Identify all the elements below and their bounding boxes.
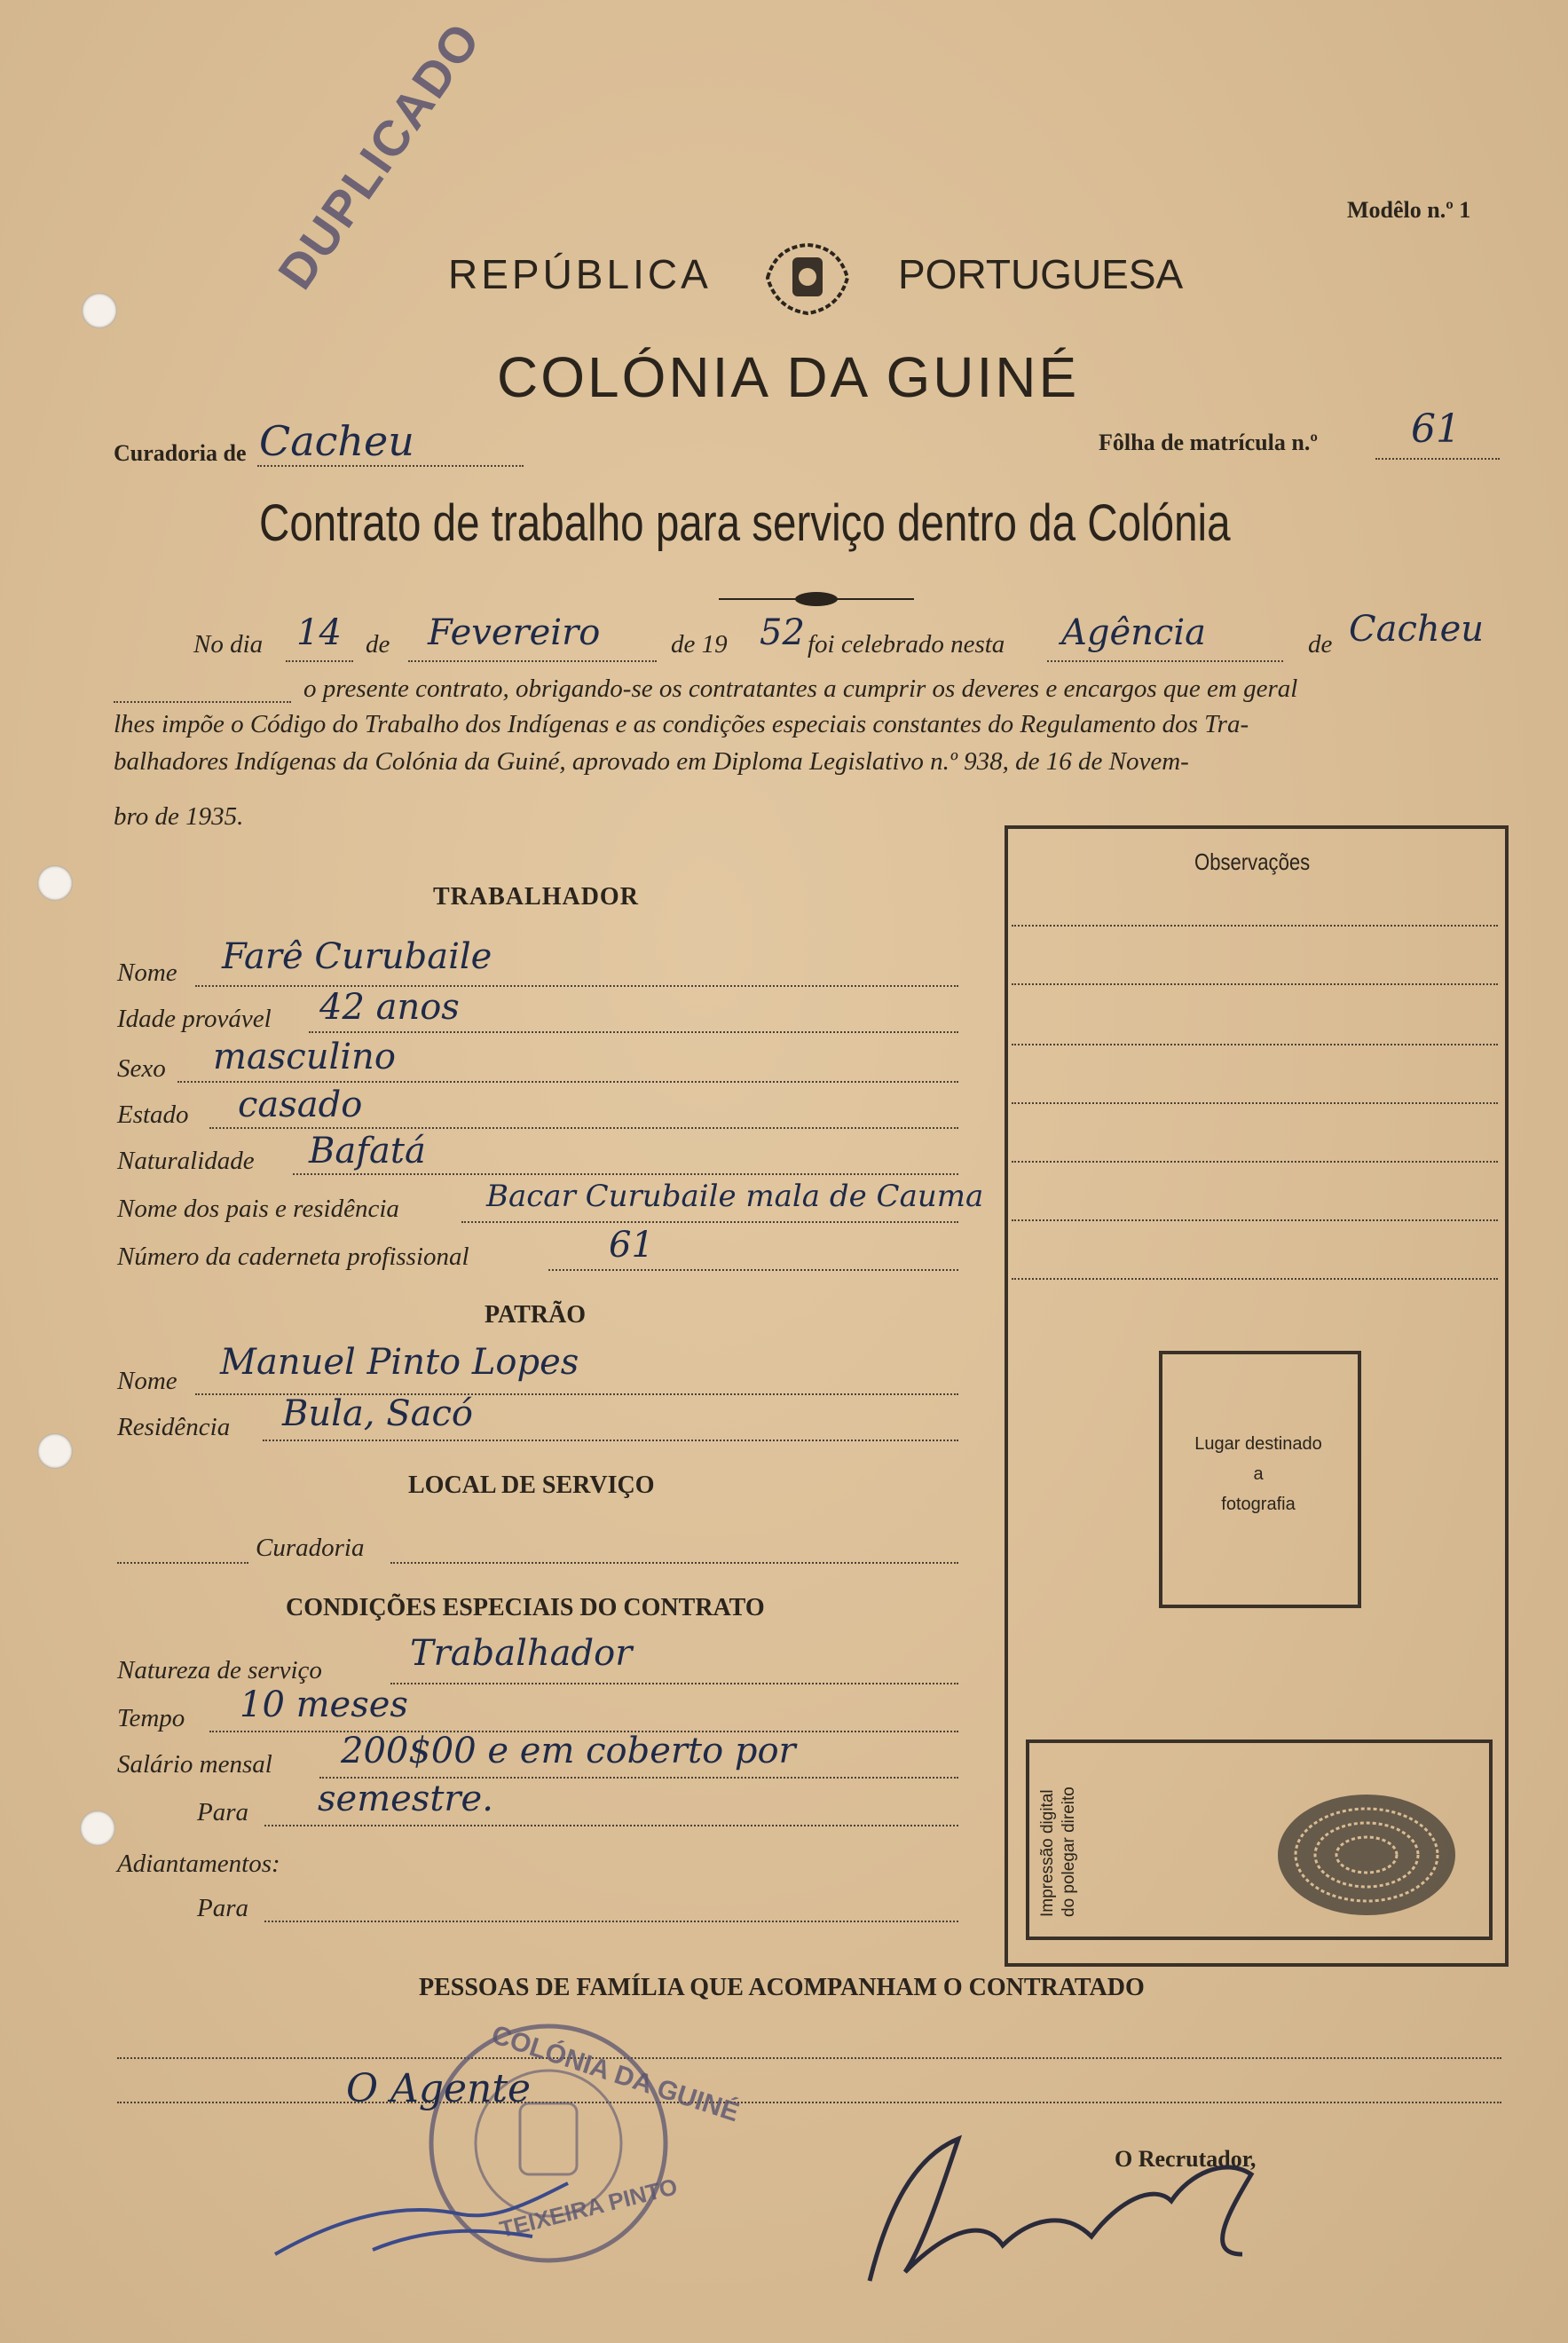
punch-hole [82, 293, 117, 328]
local-heading: LOCAL DE SERVIÇO [408, 1471, 655, 1499]
recrutador-signature [834, 2121, 1296, 2299]
republic-left: REPÚBLICA [448, 251, 712, 297]
ornament-divider-icon [719, 586, 914, 612]
republic-right: PORTUGUESA [898, 251, 1184, 297]
colony-name: COLÓNIA DA GUINÉ [497, 345, 1080, 409]
seal-name: TEIXEIRA PINTO [497, 2173, 681, 2244]
photo-label-2: a [1253, 1464, 1264, 1484]
pessoas-heading: PESSOAS DE FAMÍLIA QUE ACOMPANHAM O CONTRATADO [419, 1974, 1145, 2001]
intro-no-dia: No dia [193, 630, 264, 659]
cond-natureza-label: Natureza de serviço [117, 1656, 322, 1684]
model-number: Modêlo n.º 1 [1347, 197, 1471, 223]
intro-line4: balhadores Indígenas da Colónia da Guiné, aprovado em Diploma Legislativo n.º 938, de 16 de Novem- [114, 747, 1189, 776]
photo-label-1: Lugar destinado [1194, 1434, 1322, 1454]
cond-para1-label: Para [197, 1798, 248, 1826]
trab-natural-value: Bafatá [309, 1131, 426, 1172]
trab-nome-label: Nome [117, 958, 177, 987]
trab-pais-value: Bacar Curubaile mala de Cauma [486, 1179, 984, 1214]
trab-natural-label: Naturalidade [117, 1147, 255, 1175]
intro-line2: o presente contrato, obrigando-se os contratantes a cumprir os deveres e encargos que em geral [303, 674, 1298, 703]
cond-tempo-label: Tempo [117, 1704, 185, 1732]
intro-line5: bro de 1935. [114, 802, 244, 831]
patrao-nome-label: Nome [117, 1367, 177, 1395]
seal-text: COLÓNIA DA GUINÉ [487, 2020, 743, 2128]
cond-tempo-value: 10 meses [240, 1684, 408, 1725]
thumbprint-label-2: do polegar direito [1060, 1787, 1078, 1917]
punch-hole [37, 1433, 73, 1469]
thumbprint-icon [1260, 1784, 1473, 1926]
trab-caderneta-value: 61 [609, 1225, 654, 1266]
cond-para2-label: Para [197, 1894, 248, 1922]
agente-signature: O Agente [346, 2066, 532, 2111]
condicoes-heading: CONDIÇÕES ESPECIAIS DO CONTRATO [286, 1594, 765, 1621]
intro-de2: de 19 [671, 630, 728, 659]
recrutador-label: O Recrutador, [1115, 2146, 1257, 2172]
trab-pais-label: Nome dos pais e residência [117, 1195, 399, 1223]
punch-hole [80, 1810, 115, 1846]
cond-adiantamentos-label: Adiantamentos: [117, 1850, 280, 1878]
trab-sexo-label: Sexo [117, 1054, 166, 1083]
intro-place: Agência [1061, 612, 1206, 653]
intro-year: 52 [760, 612, 805, 653]
patrao-residencia-label: Residência [117, 1413, 231, 1441]
folha-value: 61 [1411, 406, 1461, 452]
patrao-residencia-value: Bula, Sacó [282, 1393, 473, 1434]
observacoes-label: Observações [1194, 848, 1311, 875]
intro-de1: de [366, 630, 390, 659]
coat-of-arms-icon [759, 238, 856, 318]
duplicado-stamp: DUPLICADO [266, 12, 492, 299]
thumbprint-label-1: Impressão digital [1038, 1789, 1057, 1917]
trabalhador-heading: TRABALHADOR [433, 883, 639, 911]
curadoria-label: Curadoria de [114, 440, 247, 466]
trab-estado-value: casado [238, 1085, 363, 1125]
trab-caderneta-label: Número da caderneta profissional [117, 1242, 469, 1271]
cond-salario-value: 200$00 e em coberto por [341, 1731, 796, 1771]
patrao-heading: PATRÃO [485, 1301, 587, 1329]
intro-line3: lhes impõe o Código do Trabalho dos Indígenas e as condições especiais constantes do Regulamento dos Tra- [114, 710, 1249, 738]
trab-estado-label: Estado [117, 1100, 189, 1129]
punch-hole [37, 865, 73, 901]
cond-natureza-value: Trabalhador [410, 1633, 633, 1674]
patrao-nome-value: Manuel Pinto Lopes [220, 1342, 579, 1383]
local-curadoria-label: Curadoria [256, 1534, 365, 1562]
intro-de3: de [1308, 630, 1333, 659]
photo-label-3: fotografia [1221, 1495, 1296, 1514]
cond-para1-value: semestre. [318, 1779, 493, 1819]
intro-place2: Cacheu [1349, 609, 1485, 650]
curadoria-value: Cacheu [259, 417, 414, 465]
folha-label: Fôlha de matrícula n.º [1099, 430, 1318, 455]
trab-idade-label: Idade provável [117, 1005, 272, 1033]
intro-month: Fevereiro [428, 612, 601, 653]
trab-sexo-value: masculino [213, 1037, 396, 1077]
cond-salario-label: Salário mensal [117, 1750, 272, 1779]
intro-celebrado: foi celebrado nesta [808, 630, 1005, 659]
trab-nome-value: Farê Curubaile [222, 936, 492, 977]
trab-idade-value: 42 anos [319, 987, 460, 1028]
intro-day: 14 [296, 612, 342, 653]
agente-signature-stroke [266, 2166, 639, 2272]
document-title: Contrato de trabalho para serviço dentro da Colónia [259, 494, 1231, 552]
